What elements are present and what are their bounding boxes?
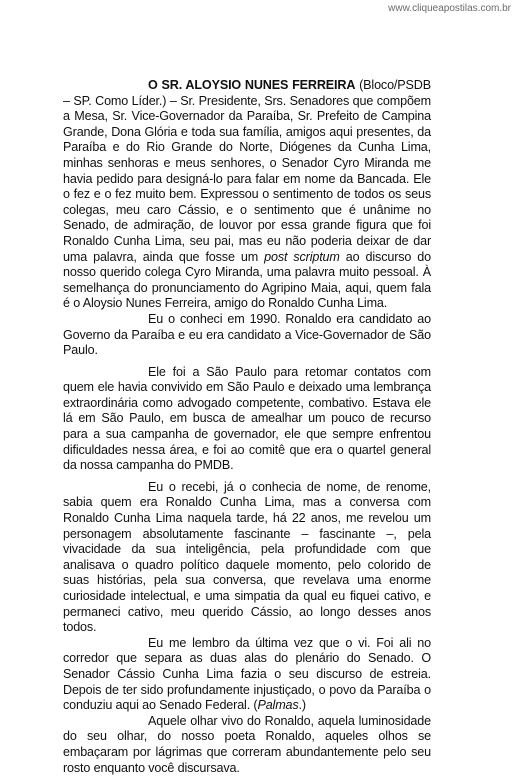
watermark: www.cliqueapostilas.com.br bbox=[388, 3, 511, 14]
speech-text bbox=[63, 78, 431, 776]
paragraph-intro bbox=[63, 78, 431, 312]
p5-italic: Palmas bbox=[257, 698, 299, 713]
paragraph-6: Aquele olhar vivo do Ronaldo, aquela luminosidade do seu olhar, do nosso poeta Ronaldo, aqueles olhos se embaçaram por lágrimas que correram abundantemente pelo seu rosto enquanto você discursava. bbox=[63, 713, 431, 775]
paragraph-3: Ele foi a São Paulo para retomar contatos com quem ele havia convivido em São Paulo e deixado uma lembrança extraordinária como advogado competente, combativo. Estava ele lá em São Paulo, em busca de amealhar um pouco de recurso para a sua campanha de governador, ele que sempre enfrentou dificuldades nessa área, e foi ao comitê que era o quartel general da nossa campanha do PMDB. bbox=[63, 364, 431, 473]
paragraph-2: Eu o conheci em 1990. Ronaldo era candidato ao Governo da Paraíba e eu era candidato a Vice-Governador de São Paulo. bbox=[63, 311, 431, 358]
paragraph-4: Eu o recebi, já o conhecia de nome, de renome, sabia quem era Ronaldo Cunha Lima, mas a conversa com Ronaldo Cunha Lima naquela tarde, há 22 anos, me revelou um personagem absolutamente fascinante – fascinante –, pela vivacidade da sua inteligência, pela profundidade com que analisava o quadro político daquele momento, pelo colorido de suas histórias, pela sua conversa, que revelava uma enorme curiosidade intelectual, e uma simpatia da qual eu fiquei cativo, e permaneci cativo, meu querido Cássio, ao longo desses anos todos. bbox=[63, 479, 431, 635]
p5-text-end: .) bbox=[298, 698, 306, 713]
intro-italic: post scriptum bbox=[264, 249, 340, 264]
speaker-name: O SR. ALOYSIO NUNES FERREIRA bbox=[148, 78, 356, 92]
paragraph-5 bbox=[63, 636, 431, 714]
p5-text: Eu me lembro da última vez que o vi. Foi ali no corredor que separa as duas alas do plenário do Senado. O Senador Cássio Cunha Lima fazia o seu discurso de estreia. Depois de ter sido profundamente injustiçado, o povo da Paraíba o conduziu aqui ao Senado Federal. ( bbox=[63, 635, 431, 713]
intro-text: (Bloco/PSDB – SP. Como Líder.) – Sr. Presidente, Srs. Senadores que compõem a Mesa, Sr. Vice-Governador da Paraíba, Sr. Prefeito de Campina Grande, Dona Glória e toda sua família, amigos aqui presentes, da Paraíba e do Rio Grande do Norte, Diógenes da Cunha Lima, minhas senhoras e meus senhores, o Senador Cyro Miranda me havia pedido para designá-lo para falar em nome da Bancada. Ele o fez e o fez muito bem. Expressou o sentimento de todos os seus colegas, meu caro Cássio, e o sentimento que é unânime no Senado, de admiração, de louvor por essa grande figura que foi Ronaldo Cunha Lima, seu pai, mas eu não poderia deixar de dar uma palavra, ainda que fosse um bbox=[63, 78, 431, 264]
intro-text-end: ao discurso do nosso querido colega Cyro Miranda, uma palavra muito pessoal. À semelhança do pronunciamento do Agripino Maia, aqui, quem fala é o Aloysio Nunes Ferreira, amigo do Ronaldo Cunha Lima. bbox=[63, 249, 431, 311]
